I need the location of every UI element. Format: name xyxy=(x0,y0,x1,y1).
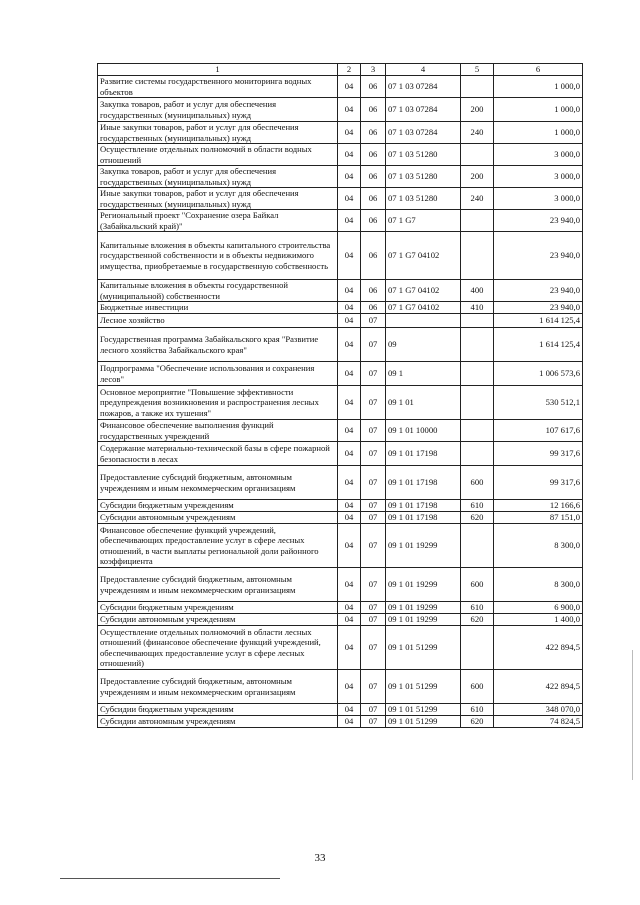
row-sum-cell: 348 070,0 xyxy=(494,704,583,716)
page-number: 33 xyxy=(314,852,326,864)
row-subsection-cell: 06 xyxy=(361,210,386,232)
row-sum-cell: 87 151,0 xyxy=(494,512,583,524)
row-sum-cell: 1 614 125,4 xyxy=(494,314,583,328)
row-expense-type-cell xyxy=(461,314,494,328)
row-sum-cell: 1 400,0 xyxy=(494,614,583,626)
table-row xyxy=(98,420,583,442)
row-subsection-cell: 07 xyxy=(361,386,386,420)
table-row xyxy=(98,314,583,328)
table-row xyxy=(98,122,583,144)
row-subsection-cell: 07 xyxy=(361,626,386,670)
row-sum-cell: 8 300,0 xyxy=(494,524,583,568)
row-target-cell: 09 1 01 19299 xyxy=(386,524,461,568)
row-expense-type-cell: 400 xyxy=(461,280,494,302)
row-sum-cell: 1 006 573,6 xyxy=(494,362,583,386)
row-expense-type-cell xyxy=(461,420,494,442)
row-name-cell: Финансовое обеспечение выполнения функций государственных учреждений xyxy=(98,420,338,442)
row-target-cell: 07 1 G7 04102 xyxy=(386,232,461,280)
budget-table-body xyxy=(98,64,583,728)
row-target-cell: 09 1 01 17198 xyxy=(386,466,461,500)
table-row xyxy=(98,210,583,232)
row-target-cell: 07 1 03 51280 xyxy=(386,188,461,210)
row-name-cell: Финансовое обеспечение функций учреждений, обеспечивающих предоставление услуг в сфере лесных отношений, в части выплаты региональной доли районного коэффициента xyxy=(98,524,338,568)
row-expense-type-cell xyxy=(461,626,494,670)
row-expense-type-cell xyxy=(461,144,494,166)
row-target-cell: 09 1 01 51299 xyxy=(386,704,461,716)
row-expense-type-cell: 410 xyxy=(461,302,494,314)
row-sum-cell: 3 000,0 xyxy=(494,166,583,188)
row-expense-type-cell: 620 xyxy=(461,614,494,626)
table-row xyxy=(98,386,583,420)
table-row xyxy=(98,716,583,728)
row-name-cell: Капитальные вложения в объекты государственной (муниципальной) собственности xyxy=(98,280,338,302)
row-name-cell: Субсидии автономным учреждениям xyxy=(98,716,338,728)
header-cell-sum: 6 xyxy=(494,64,583,76)
row-section-cell: 04 xyxy=(338,500,361,512)
row-section-cell: 04 xyxy=(338,166,361,188)
budget-table xyxy=(97,63,583,728)
row-name-cell: Предоставление субсидий бюджетным, автономным учреждениям и иным некоммерческим организациям xyxy=(98,568,338,602)
row-expense-type-cell: 600 xyxy=(461,466,494,500)
row-target-cell: 09 1 01 10000 xyxy=(386,420,461,442)
row-sum-cell: 6 900,0 xyxy=(494,602,583,614)
row-sum-cell: 23 940,0 xyxy=(494,302,583,314)
row-sum-cell: 1 000,0 xyxy=(494,76,583,98)
row-sum-cell: 99 317,6 xyxy=(494,466,583,500)
row-target-cell: 07 1 03 51280 xyxy=(386,144,461,166)
row-target-cell: 09 1 01 17198 xyxy=(386,442,461,466)
row-sum-cell: 99 317,6 xyxy=(494,442,583,466)
row-target-cell: 09 1 01 51299 xyxy=(386,670,461,704)
row-expense-type-cell: 240 xyxy=(461,122,494,144)
row-subsection-cell: 07 xyxy=(361,614,386,626)
row-subsection-cell: 06 xyxy=(361,76,386,98)
row-subsection-cell: 06 xyxy=(361,98,386,122)
row-section-cell: 04 xyxy=(338,98,361,122)
table-row xyxy=(98,568,583,602)
row-subsection-cell: 07 xyxy=(361,500,386,512)
row-subsection-cell: 07 xyxy=(361,314,386,328)
row-name-cell: Осуществление отдельных полномочий в области водных отношений xyxy=(98,144,338,166)
row-section-cell: 04 xyxy=(338,420,361,442)
row-section-cell: 04 xyxy=(338,232,361,280)
row-sum-cell: 23 940,0 xyxy=(494,210,583,232)
row-name-cell: Субсидии бюджетным учреждениям xyxy=(98,500,338,512)
row-expense-type-cell: 620 xyxy=(461,716,494,728)
row-sum-cell: 422 894,5 xyxy=(494,670,583,704)
row-target-cell: 09 1 xyxy=(386,362,461,386)
row-subsection-cell: 06 xyxy=(361,302,386,314)
row-section-cell: 04 xyxy=(338,602,361,614)
row-section-cell: 04 xyxy=(338,188,361,210)
row-expense-type-cell: 610 xyxy=(461,602,494,614)
row-target-cell: 09 xyxy=(386,328,461,362)
row-target-cell: 09 1 01 17198 xyxy=(386,512,461,524)
row-subsection-cell: 06 xyxy=(361,188,386,210)
row-section-cell: 04 xyxy=(338,466,361,500)
row-target-cell: 09 1 01 19299 xyxy=(386,568,461,602)
row-target-cell: 09 1 01 xyxy=(386,386,461,420)
row-expense-type-cell xyxy=(461,232,494,280)
row-subsection-cell: 07 xyxy=(361,466,386,500)
row-section-cell: 04 xyxy=(338,328,361,362)
row-sum-cell: 8 300,0 xyxy=(494,568,583,602)
table-row xyxy=(98,188,583,210)
row-section-cell: 04 xyxy=(338,362,361,386)
row-target-cell xyxy=(386,314,461,328)
row-subsection-cell: 06 xyxy=(361,122,386,144)
row-target-cell: 09 1 01 51299 xyxy=(386,626,461,670)
row-target-cell: 07 1 03 07284 xyxy=(386,122,461,144)
row-sum-cell: 1 000,0 xyxy=(494,122,583,144)
row-expense-type-cell: 600 xyxy=(461,670,494,704)
row-name-cell: Осуществление отдельных полномочий в области лесных отношений (финансовое обеспечение функций учреждений, обеспечивающих предоставление услуг в сфере лесных отношений) xyxy=(98,626,338,670)
row-name-cell: Содержание материально-технической базы в сфере пожарной безопасности в лесах xyxy=(98,442,338,466)
row-subsection-cell: 07 xyxy=(361,704,386,716)
row-target-cell: 07 1 G7 xyxy=(386,210,461,232)
row-sum-cell: 23 940,0 xyxy=(494,280,583,302)
header-cell-expense-type: 5 xyxy=(461,64,494,76)
table-row xyxy=(98,614,583,626)
header-row xyxy=(98,64,583,76)
footer-rule xyxy=(60,878,280,879)
row-target-cell: 07 1 G7 04102 xyxy=(386,280,461,302)
row-subsection-cell: 07 xyxy=(361,524,386,568)
row-expense-type-cell xyxy=(461,442,494,466)
row-name-cell: Государственная программа Забайкальского края "Развитие лесного хозяйства Забайкальского края" xyxy=(98,328,338,362)
row-subsection-cell: 06 xyxy=(361,144,386,166)
row-sum-cell: 3 000,0 xyxy=(494,188,583,210)
row-name-cell: Развитие системы государственного мониторинга водных объектов xyxy=(98,76,338,98)
table-row xyxy=(98,466,583,500)
row-expense-type-cell: 610 xyxy=(461,704,494,716)
row-subsection-cell: 07 xyxy=(361,602,386,614)
row-expense-type-cell xyxy=(461,386,494,420)
row-target-cell: 07 1 03 51280 xyxy=(386,166,461,188)
table-row xyxy=(98,512,583,524)
row-name-cell: Региональный проект "Сохранение озера Байкал (Забайкальский край)" xyxy=(98,210,338,232)
header-cell-section: 2 xyxy=(338,64,361,76)
row-sum-cell: 3 000,0 xyxy=(494,144,583,166)
row-section-cell: 04 xyxy=(338,210,361,232)
row-section-cell: 04 xyxy=(338,568,361,602)
row-sum-cell: 107 617,6 xyxy=(494,420,583,442)
row-target-cell: 07 1 03 07284 xyxy=(386,76,461,98)
table-row xyxy=(98,442,583,466)
row-target-cell: 07 1 03 07284 xyxy=(386,98,461,122)
row-section-cell: 04 xyxy=(338,76,361,98)
row-section-cell: 04 xyxy=(338,314,361,328)
row-subsection-cell: 07 xyxy=(361,442,386,466)
row-name-cell: Лесное хозяйство xyxy=(98,314,338,328)
row-expense-type-cell xyxy=(461,210,494,232)
row-section-cell: 04 xyxy=(338,442,361,466)
row-subsection-cell: 07 xyxy=(361,420,386,442)
table-row xyxy=(98,302,583,314)
row-expense-type-cell xyxy=(461,328,494,362)
row-subsection-cell: 06 xyxy=(361,232,386,280)
row-subsection-cell: 07 xyxy=(361,512,386,524)
row-section-cell: 04 xyxy=(338,302,361,314)
row-section-cell: 04 xyxy=(338,280,361,302)
row-name-cell: Субсидии автономным учреждениям xyxy=(98,614,338,626)
row-sum-cell: 422 894,5 xyxy=(494,626,583,670)
row-sum-cell: 12 166,6 xyxy=(494,500,583,512)
row-name-cell: Иные закупки товаров, работ и услуг для обеспечения государственных (муниципальных) нужд xyxy=(98,188,338,210)
row-subsection-cell: 07 xyxy=(361,670,386,704)
row-sum-cell: 23 940,0 xyxy=(494,232,583,280)
row-name-cell: Предоставление субсидий бюджетным, автономным учреждениям и иным некоммерческим организациям xyxy=(98,670,338,704)
row-section-cell: 04 xyxy=(338,614,361,626)
row-subsection-cell: 07 xyxy=(361,362,386,386)
row-section-cell: 04 xyxy=(338,144,361,166)
table-row xyxy=(98,280,583,302)
row-expense-type-cell xyxy=(461,524,494,568)
row-name-cell: Предоставление субсидий бюджетным, автономным учреждениям и иным некоммерческим организациям xyxy=(98,466,338,500)
row-sum-cell: 74 824,5 xyxy=(494,716,583,728)
table-row xyxy=(98,500,583,512)
row-name-cell: Субсидии автономным учреждениям xyxy=(98,512,338,524)
table-row xyxy=(98,362,583,386)
scan-mark-right xyxy=(632,650,633,780)
header-cell-target: 4 xyxy=(386,64,461,76)
row-sum-cell: 530 512,1 xyxy=(494,386,583,420)
table-row xyxy=(98,76,583,98)
row-sum-cell: 1 614 125,4 xyxy=(494,328,583,362)
header-cell-subsection: 3 xyxy=(361,64,386,76)
row-name-cell: Закупка товаров, работ и услуг для обеспечения государственных (муниципальных) нужд xyxy=(98,98,338,122)
table-row xyxy=(98,670,583,704)
row-name-cell: Подпрограмма "Обеспечение использования и сохранения лесов" xyxy=(98,362,338,386)
row-name-cell: Субсидии бюджетным учреждениям xyxy=(98,602,338,614)
row-target-cell: 07 1 G7 04102 xyxy=(386,302,461,314)
table-row xyxy=(98,602,583,614)
row-name-cell: Иные закупки товаров, работ и услуг для обеспечения государственных (муниципальных) нужд xyxy=(98,122,338,144)
row-target-cell: 09 1 01 19299 xyxy=(386,602,461,614)
table-row xyxy=(98,144,583,166)
table-row xyxy=(98,626,583,670)
row-name-cell: Капитальные вложения в объекты капитального строительства государственной собственности и в объекты недвижимого имущества, приобретаемые в государственную собственность xyxy=(98,232,338,280)
row-section-cell: 04 xyxy=(338,626,361,670)
row-target-cell: 09 1 01 51299 xyxy=(386,716,461,728)
row-expense-type-cell: 240 xyxy=(461,188,494,210)
row-subsection-cell: 07 xyxy=(361,716,386,728)
table-row xyxy=(98,98,583,122)
row-section-cell: 04 xyxy=(338,704,361,716)
budget-table-sheet xyxy=(97,63,582,728)
row-section-cell: 04 xyxy=(338,524,361,568)
row-section-cell: 04 xyxy=(338,386,361,420)
row-subsection-cell: 06 xyxy=(361,166,386,188)
table-row xyxy=(98,328,583,362)
row-subsection-cell: 06 xyxy=(361,280,386,302)
row-section-cell: 04 xyxy=(338,716,361,728)
row-expense-type-cell: 200 xyxy=(461,166,494,188)
row-expense-type-cell: 610 xyxy=(461,500,494,512)
row-name-cell: Основное мероприятие "Повышение эффективности предупреждения возникновения и распространения лесных пожаров, а также их тушения" xyxy=(98,386,338,420)
row-section-cell: 04 xyxy=(338,122,361,144)
row-expense-type-cell: 600 xyxy=(461,568,494,602)
table-row xyxy=(98,166,583,188)
row-sum-cell: 1 000,0 xyxy=(494,98,583,122)
row-name-cell: Закупка товаров, работ и услуг для обеспечения государственных (муниципальных) нужд xyxy=(98,166,338,188)
row-name-cell: Бюджетные инвестиции xyxy=(98,302,338,314)
row-expense-type-cell xyxy=(461,76,494,98)
row-subsection-cell: 07 xyxy=(361,328,386,362)
table-row xyxy=(98,524,583,568)
row-expense-type-cell: 200 xyxy=(461,98,494,122)
row-section-cell: 04 xyxy=(338,512,361,524)
row-section-cell: 04 xyxy=(338,670,361,704)
row-expense-type-cell: 620 xyxy=(461,512,494,524)
row-expense-type-cell xyxy=(461,362,494,386)
row-name-cell: Субсидии бюджетным учреждениям xyxy=(98,704,338,716)
header-cell-name: 1 xyxy=(98,64,338,76)
table-row xyxy=(98,232,583,280)
row-target-cell: 09 1 01 19299 xyxy=(386,614,461,626)
row-subsection-cell: 07 xyxy=(361,568,386,602)
row-target-cell: 09 1 01 17198 xyxy=(386,500,461,512)
table-row xyxy=(98,704,583,716)
